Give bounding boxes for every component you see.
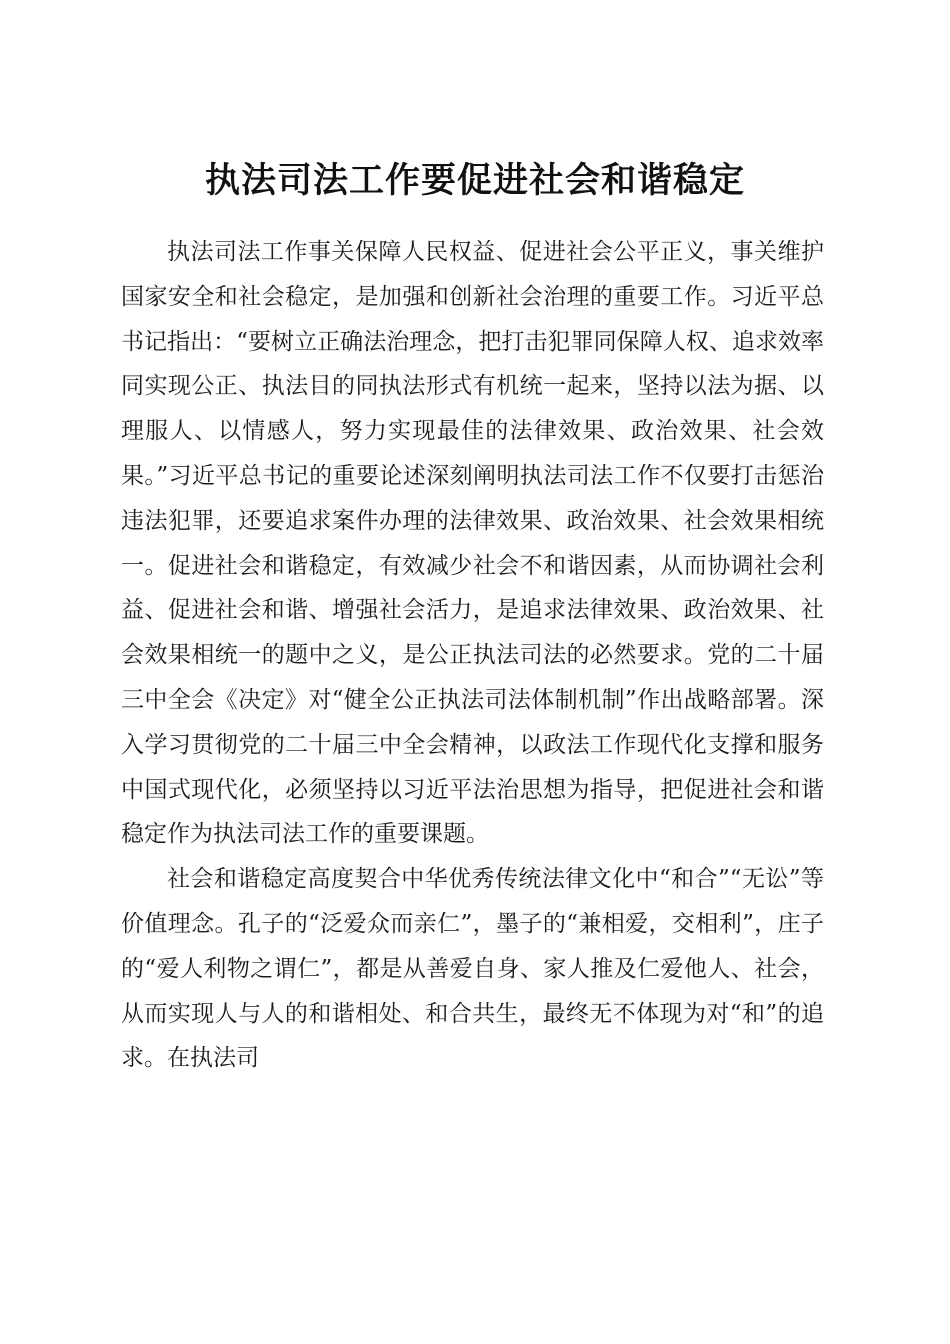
document-title: 执法司法工作要促进社会和谐稳定 (204, 160, 745, 202)
paragraph-1: 执法司法工作事关保障人民权益、促进社会公平正义，事关维护国家安全和社会稳定，是加强和创新社会治理的重要工作。习近平总书记指出：“要树立正确法治理念，把打击犯罪同保障人权、追求效率同实现公正、执法目的同执法形式有机统一起来，坚持以法为据、以理服人、以情感人，努力实现最佳的法律效果、政治效果、社会效果。”习近平总书记的重要论述深刻阐明执法司法工作不仅要打击惩治违法犯罪，还要追求案件办理的法律效果、政治效果、社会效果相统一。促进社会和谐稳定，有效减少社会不和谐因素，从而协调社会利益、促进社会和谐、增强社会活力，是追求法律效果、政治效果、社会效果相统一的题中之义，是公正执法司法的必然要求。党的二十届三中全会《决定》对“健全公正执法司法体制机制”作出战略部署。深入学习贯彻党的二十届三中全会精神，以政法工作现代化支撑和服务中国式现代化，必须坚持以习近平法治思想为指导，把促进社会和谐稳定作为执法司法工作的重要课题。 (121, 239, 824, 848)
paragraph-2: 社会和谐稳定高度契合中华优秀传统法律文化中“和合”“无讼”等价值理念。孔子的“泛爱众而亲仁”，墨子的“兼相爱，交相利”，庄子的“爱人利物之谓仁”，都是从善爱自身、家人推及仁爱他人、社会，从而实现人与人的和谐相处、和合共生，最终无不体现为对“和”的追求。在执法司 (121, 866, 824, 1072)
document-body (121, 230, 824, 1081)
